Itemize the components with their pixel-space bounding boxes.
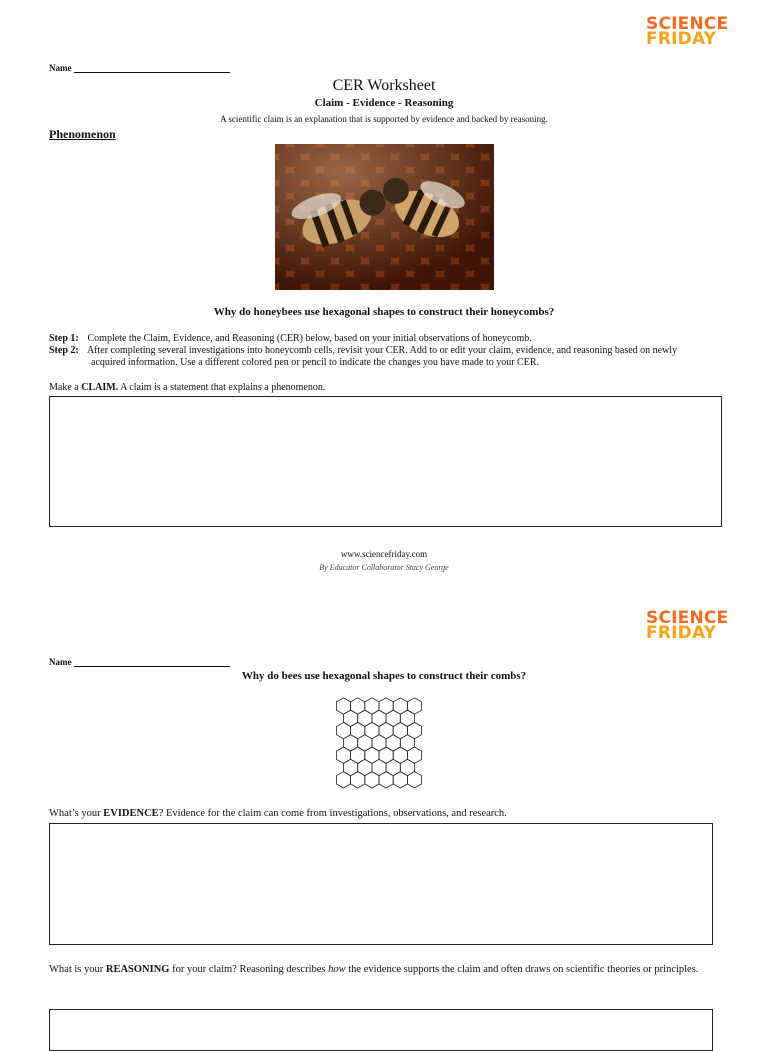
reasoning-description-end: the evidence supports the claim and often draws on scientific theories or principles. bbox=[345, 964, 699, 975]
main-question: Why do honeybees use hexagonal shapes to construct their honeycombs? bbox=[213, 306, 555, 318]
reasoning-keyword: REASONING bbox=[105, 964, 170, 975]
name-label: Name bbox=[49, 657, 72, 667]
claim-prompt bbox=[49, 382, 325, 393]
logo-line-2: FRIDAY bbox=[646, 29, 717, 49]
name-blank-line[interactable] bbox=[74, 62, 230, 73]
name-label: Name bbox=[49, 63, 72, 73]
name-field[interactable] bbox=[49, 62, 230, 73]
step-2-label: Step 2: bbox=[49, 345, 79, 356]
hexagon-grid-diagram bbox=[336, 697, 434, 793]
hexagon-cell bbox=[379, 772, 393, 788]
name-blank-line[interactable] bbox=[74, 656, 230, 667]
hexagon-cell bbox=[351, 772, 365, 788]
science-friday-logo-page-2 bbox=[646, 608, 729, 643]
hexagon-grid-svg bbox=[336, 697, 434, 793]
page-subtitle: Claim - Evidence - Reasoning bbox=[314, 97, 454, 109]
intro-text: A scientific claim is an explanation that is supported by evidence and backed by reasoning. bbox=[220, 114, 548, 124]
reasoning-prompt bbox=[49, 962, 729, 977]
page-title: CER Worksheet bbox=[332, 77, 436, 94]
logo-line-2: FRIDAY bbox=[646, 623, 717, 643]
reasoning-prefix: What is your bbox=[49, 964, 106, 975]
reasoning-answer-box[interactable] bbox=[49, 1009, 713, 1051]
hexagon-cell bbox=[365, 772, 379, 788]
step-1 bbox=[49, 333, 739, 345]
steps-block bbox=[49, 333, 739, 369]
honeybee-photo bbox=[275, 144, 494, 290]
claim-prefix: Make a bbox=[49, 382, 82, 393]
step-2 bbox=[49, 345, 739, 357]
evidence-description: ? Evidence for the claim can come from investigations, observations, and research. bbox=[158, 808, 507, 819]
step-2-text-continued: acquired information. Use a different colored pen or pencil to indicate the changes you have made to your CER. bbox=[91, 357, 539, 368]
reasoning-emphasis: how bbox=[328, 964, 346, 975]
byline: By Educator Collaborator Stacy George bbox=[319, 563, 449, 572]
evidence-keyword: EVIDENCE bbox=[103, 808, 159, 819]
hexagon-cell bbox=[336, 772, 350, 788]
honeycomb-photo-drawing bbox=[275, 144, 494, 290]
hexagon-cell bbox=[393, 772, 407, 788]
step-2-text: After completing several investigations into honeycomb cells, revisit your CER. Add to or edit your claim, evidence, and reasoning based on newly bbox=[86, 345, 678, 356]
logo-line-1: SCIENCE bbox=[646, 14, 729, 34]
name-field-page-2[interactable] bbox=[49, 656, 230, 667]
claim-answer-box[interactable] bbox=[49, 396, 722, 527]
evidence-prompt bbox=[49, 808, 507, 819]
hexagon-cell bbox=[407, 772, 421, 788]
page-2-question: Why do bees use hexagonal shapes to construct their combs? bbox=[241, 670, 527, 682]
phenomenon-heading: Phenomenon bbox=[49, 127, 116, 141]
claim-description: A claim is a statement that explains a phenomenon. bbox=[118, 382, 326, 393]
evidence-prefix: What’s your bbox=[49, 808, 104, 819]
logo-line-1: SCIENCE bbox=[646, 608, 729, 628]
website-footer: www.sciencefriday.com bbox=[340, 549, 428, 559]
science-friday-logo bbox=[646, 14, 729, 49]
evidence-answer-box[interactable] bbox=[49, 823, 713, 945]
step-1-text: Complete the Claim, Evidence, and Reasoning (CER) below, based on your initial observations of honeycomb. bbox=[87, 333, 532, 344]
step-1-label: Step 1: bbox=[49, 333, 79, 344]
reasoning-description-start: for your claim? Reasoning describes bbox=[169, 964, 329, 975]
claim-keyword: CLAIM. bbox=[81, 382, 119, 393]
